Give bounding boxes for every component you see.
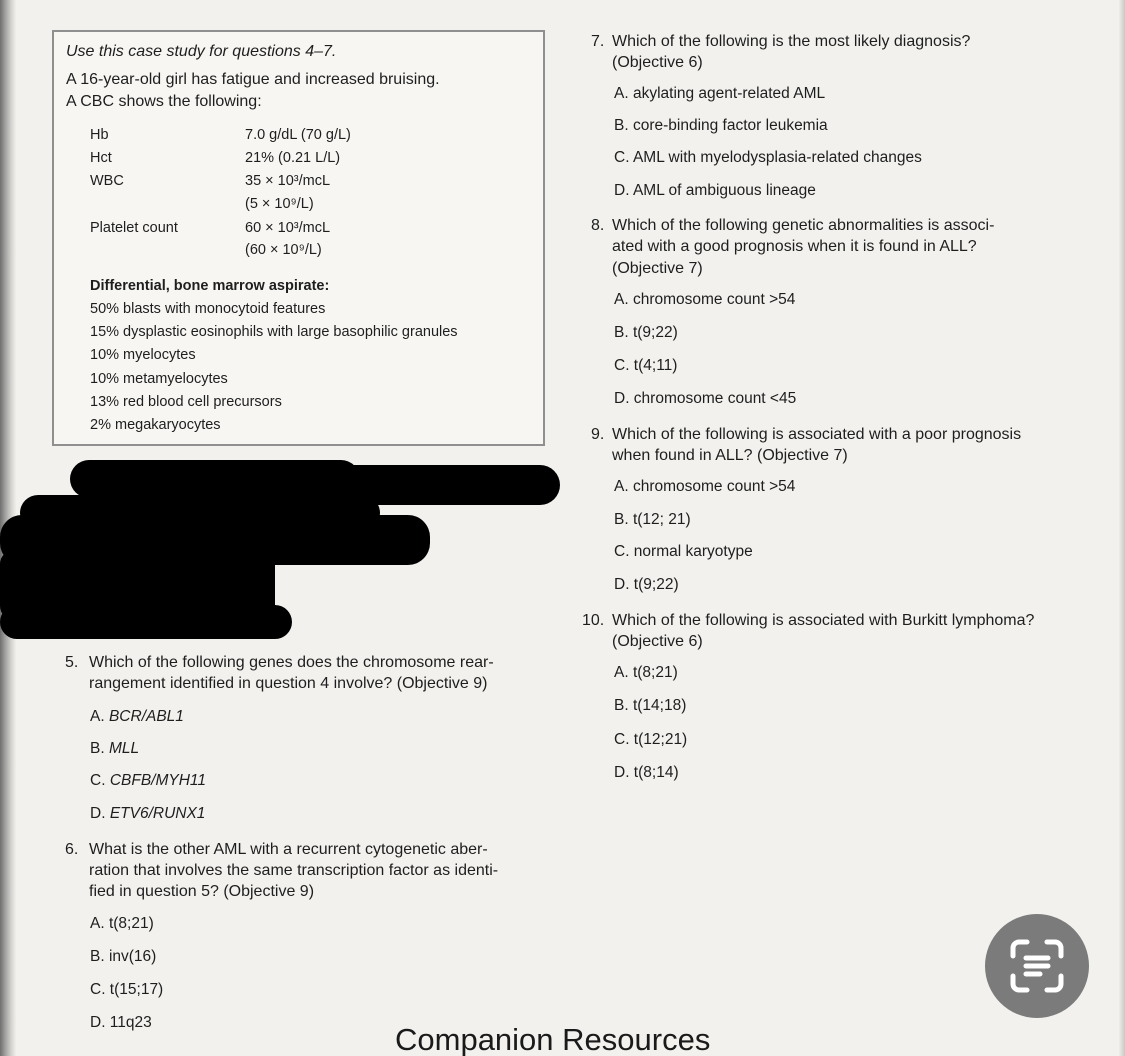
answer-option: D. ETV6/RUNX1: [90, 805, 206, 822]
live-text-scan-button[interactable]: [985, 914, 1089, 1018]
lab-value-hct: 21% (0.21 L/L): [245, 150, 341, 166]
question-number: 6.: [65, 841, 79, 858]
lab-value-wbc: 35 × 10³/mcL: [245, 173, 331, 189]
case-study-line-2: A CBC shows the following:: [66, 93, 262, 110]
answer-option: A. t(8;21): [90, 915, 154, 932]
lab-name-wbc: WBC: [90, 173, 124, 189]
answer-option: B. core-binding factor leukemia: [614, 117, 828, 134]
answer-option: D. t(8;14): [614, 764, 679, 781]
page-edge-shadow: [1119, 0, 1125, 1056]
answer-option: C. normal karyotype: [614, 543, 753, 560]
answer-option: C. CBFB/MYH11: [90, 772, 206, 789]
differential-title: Differential, bone marrow aspirate:: [90, 278, 330, 294]
question-number: 9.: [591, 426, 605, 443]
differential-item: 10% myelocytes: [90, 347, 196, 363]
answer-option: D. chromosome count <45: [614, 390, 797, 407]
differential-item: 50% blasts with monocytoid features: [90, 301, 326, 317]
answer-option: A. chromosome count >54: [614, 478, 796, 495]
answer-option: A. t(8;21): [614, 664, 678, 681]
question-text-line: when found in ALL? (Objective 7): [612, 447, 848, 464]
case-study-intro: Use this case study for questions 4–7.: [66, 43, 337, 60]
answer-option: C. t(12;21): [614, 731, 688, 748]
question-text-line: (Objective 6): [612, 633, 703, 650]
question-text-line: ated with a good prognosis when it is found in ALL?: [612, 238, 977, 255]
answer-option: D. AML of ambiguous lineage: [614, 182, 816, 199]
answer-option: B. MLL: [90, 740, 140, 757]
question-text-line: Which of the following is associated with Burkitt lymphoma?: [612, 612, 1035, 629]
question-text-line: (Objective 7): [612, 260, 703, 277]
question-number: 8.: [591, 217, 605, 234]
question-number: 10.: [582, 612, 605, 629]
question-text-line: Which of the following genetic abnormalities is associ-: [612, 217, 995, 234]
question-text-line: (Objective 6): [612, 54, 703, 71]
question-text-line: Which of the following genes does the chromosome rear-: [89, 654, 494, 671]
question-number: 5.: [65, 654, 79, 671]
question-text-line: What is the other AML with a recurrent cytogenetic aber-: [89, 841, 488, 858]
answer-option: A. chromosome count >54: [614, 291, 796, 308]
answer-option: C. AML with myelodysplasia-related changes: [614, 149, 922, 166]
question-text-line: rangement identified in question 4 involve? (Objective 9): [89, 675, 488, 692]
answer-option: D. t(9;22): [614, 576, 679, 593]
differential-item: 2% megakaryocytes: [90, 417, 221, 433]
answer-option: B. t(12; 21): [614, 511, 691, 528]
differential-item: 10% metamyelocytes: [90, 371, 228, 387]
text-scan-icon: [1007, 936, 1067, 996]
lab-name-hb: Hb: [90, 127, 109, 143]
section-heading: Companion Resources: [395, 1022, 711, 1056]
answer-option: B. t(9;22): [614, 324, 678, 341]
differential-item: 13% red blood cell precursors: [90, 394, 282, 410]
differential-item: 15% dysplastic eosinophils with large basophilic granules: [90, 324, 458, 340]
question-number: 7.: [591, 33, 605, 50]
answer-option: B. t(14;18): [614, 697, 687, 714]
question-text-line: ration that involves the same transcription factor as identi-: [89, 862, 499, 879]
lab-name-hct: Hct: [90, 150, 112, 166]
answer-option: A. BCR/ABL1: [90, 708, 184, 725]
case-study-line-1: A 16-year-old girl has fatigue and increased bruising.: [66, 71, 440, 88]
answer-option: D. 11q23: [90, 1014, 152, 1031]
answer-option: C. t(4;11): [614, 357, 678, 374]
lab-name-platelets: Platelet count: [90, 220, 178, 236]
answer-option: A. akylating agent-related AML: [614, 85, 826, 102]
lab-value-platelets-si: (60 × 10⁹/L): [245, 242, 322, 258]
answer-option: C. t(15;17): [90, 981, 164, 998]
lab-value-platelets: 60 × 10³/mcL: [245, 220, 331, 236]
question-text-line: fied in question 5? (Objective 9): [89, 883, 315, 900]
lab-value-hb: 7.0 g/dL (70 g/L): [245, 127, 351, 143]
question-text-line: Which of the following is associated with a poor prognosis: [612, 426, 1022, 443]
answer-option: B. inv(16): [90, 948, 157, 965]
redaction-marker: [0, 455, 570, 645]
lab-value-wbc-si: (5 × 10⁹/L): [245, 196, 314, 212]
question-text-line: Which of the following is the most likely diagnosis?: [612, 33, 971, 50]
